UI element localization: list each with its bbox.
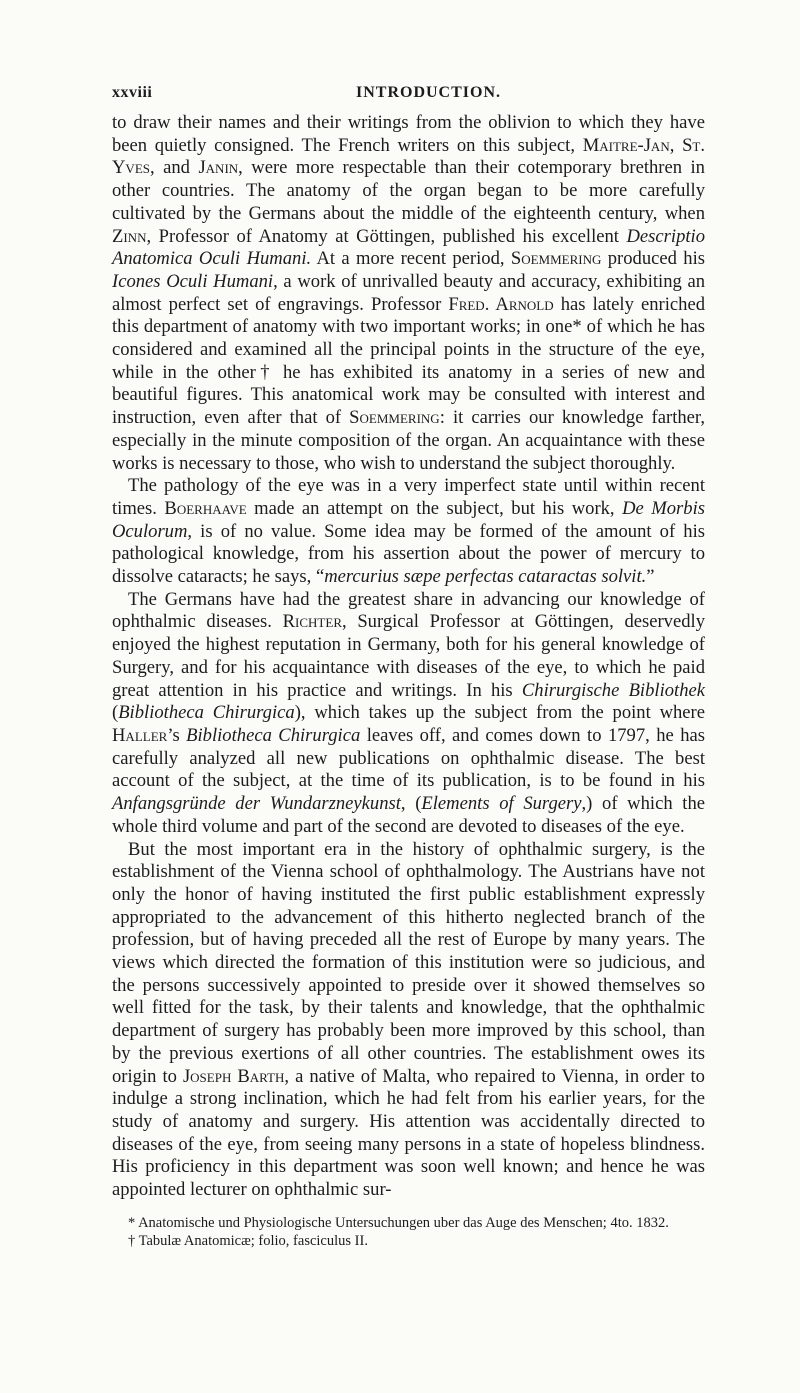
italic-text: De Morbis Oculorum [112, 497, 705, 542]
small-caps-name: Maitre-Jan [582, 134, 670, 156]
body-text [112, 112, 705, 1202]
italic-text: Icones Oculi Humani [112, 270, 274, 292]
small-caps-name: Soemmering [510, 248, 602, 270]
italic-text: Bibliotheca Chirurgica [118, 702, 295, 724]
paragraph: The Germans have had the greatest share in advancing our knowledge of ophthalmic diseases. Richter, Surgical Professor at Göttingen, deservedly enjoyed the highest reputation in Germany, both for his general knowledge of Surgery, and for his acquaintance with diseases of the eye, to which he paid great attention in his practice and writings. In his Chirurgische Bibliothek (Bibliotheca Chirurgica), which takes up the subject from the point where Haller’s Bibliotheca Chirurgica leaves off, and comes down to 1797, he has carefully analyzed all new publications on ophthalmic disease. The best account of the subject, at the time of its publication, is to be found in his Anfangsgründe der Wundarzneykunst, (Elements of Surgery,) of which the whole third volume and part of the second are devoted to diseases of the eye. [112, 588, 705, 837]
small-caps-name: St. Yves [112, 134, 706, 179]
small-caps-name: Soemmering [349, 407, 440, 429]
footnotes [112, 1214, 705, 1250]
small-caps-name: Richter [282, 611, 342, 633]
small-caps-name: Fred. Arnold [448, 293, 554, 315]
italic-text: Bibliotheca Chirurgica [186, 724, 361, 746]
paragraph: But the most important era in the history of ophthalmic surgery, is the establishment of the Vienna school of ophthalmology. The Austrians have not only the honor of having instituted the first public establishment expressly appropriated to the advancement of this hitherto neglected branch of the profession, but of having preceded all the rest of Europe by many years. The views which directed the formation of this institution were so judicious, and the persons successively appointed to preside over it showed themselves so well fitted for the task, by their talents and knowledge, that the ophthalmic department of surgery has probably been more improved by this school, than by the previous exertions of all other countries. The establishment owes its origin to Joseph Barth, a native of Malta, who repaired to Vienna, in order to indulge a strong inclination, which he had felt from his earlier years, for the study of anatomy and surgery. His attention was accidentally directed to diseases of the eye, from seeing many persons in a state of hopeless blindness. His proficiency in this department was soon well known; and hence he was appointed lecturer on ophthalmic sur- [112, 838, 705, 1201]
footnote: † Tabulæ Anatomicæ; folio, fasciculus II. [128, 1233, 368, 1249]
small-caps-name: Boerhaave [164, 497, 247, 519]
small-caps-name: Zinn [112, 225, 147, 247]
footnote: * Anatomische und Physiologische Untersuchungen uber das Auge des Menschen; 4to. 1832. [128, 1215, 669, 1231]
italic-text: Descriptio Anatomica Oculi Humani. [112, 225, 705, 270]
paragraph: The pathology of the eye was in a very imperfect state until within recent times. Boerhaave made an attempt on the subject, but his work, De Morbis Oculorum, is of no value. Some idea may be formed of the amount of his pathological knowledge, from his assertion about the power of mercury to dissolve cataracts; he says, “mercurius sæpe perfectas cataractas solvit.” [112, 475, 705, 588]
small-caps-name: Haller [112, 724, 168, 746]
small-caps-name: Joseph Barth [182, 1065, 285, 1087]
italic-text: mercurius sæpe perfectas cataractas solvit. [324, 566, 647, 588]
page-header [112, 84, 705, 108]
italic-text: Chirurgische Bibliothek [521, 679, 705, 701]
italic-text: Elements of Surgery [421, 793, 582, 815]
italic-text: Anfangsgründe der Wundarzneykunst [112, 793, 401, 815]
paragraph: to draw their names and their writings from the oblivion to which they have been quietly consigned. The French writers on this subject, Maitre-Jan, St. Yves, and Janin, were more respectable than their cotemporary brethren in other countries. The anatomy of the organ began to be more carefully cultivated by the Germans about the middle of the eighteenth century, when Zinn, Professor of Anatomy at Göttingen, published his excellent Descriptio Anatomica Oculi Humani. At a more recent period, Soemmering produced his Icones Oculi Humani, a work of unrivalled beauty and accuracy, exhibiting an almost perfect set of engravings. Professor Fred. Arnold has lately enriched this department of anatomy with two important works; in one* of which he has considered and examined all the principal points in the structure of the eye, while in the other† he has exhibited its anatomy in a series of new and beautiful figures. This anatomical work may be consulted with interest and instruction, even after that of Soemmering: it carries our knowledge farther, especially in the minute composition of the organ. An acquaintance with these works is necessary to those, who wish to understand the subject thoroughly. [112, 112, 706, 474]
running-head: INTRODUCTION. [355, 84, 501, 101]
small-caps-name: Janin [198, 157, 239, 179]
page-number: xxviii [112, 84, 153, 101]
